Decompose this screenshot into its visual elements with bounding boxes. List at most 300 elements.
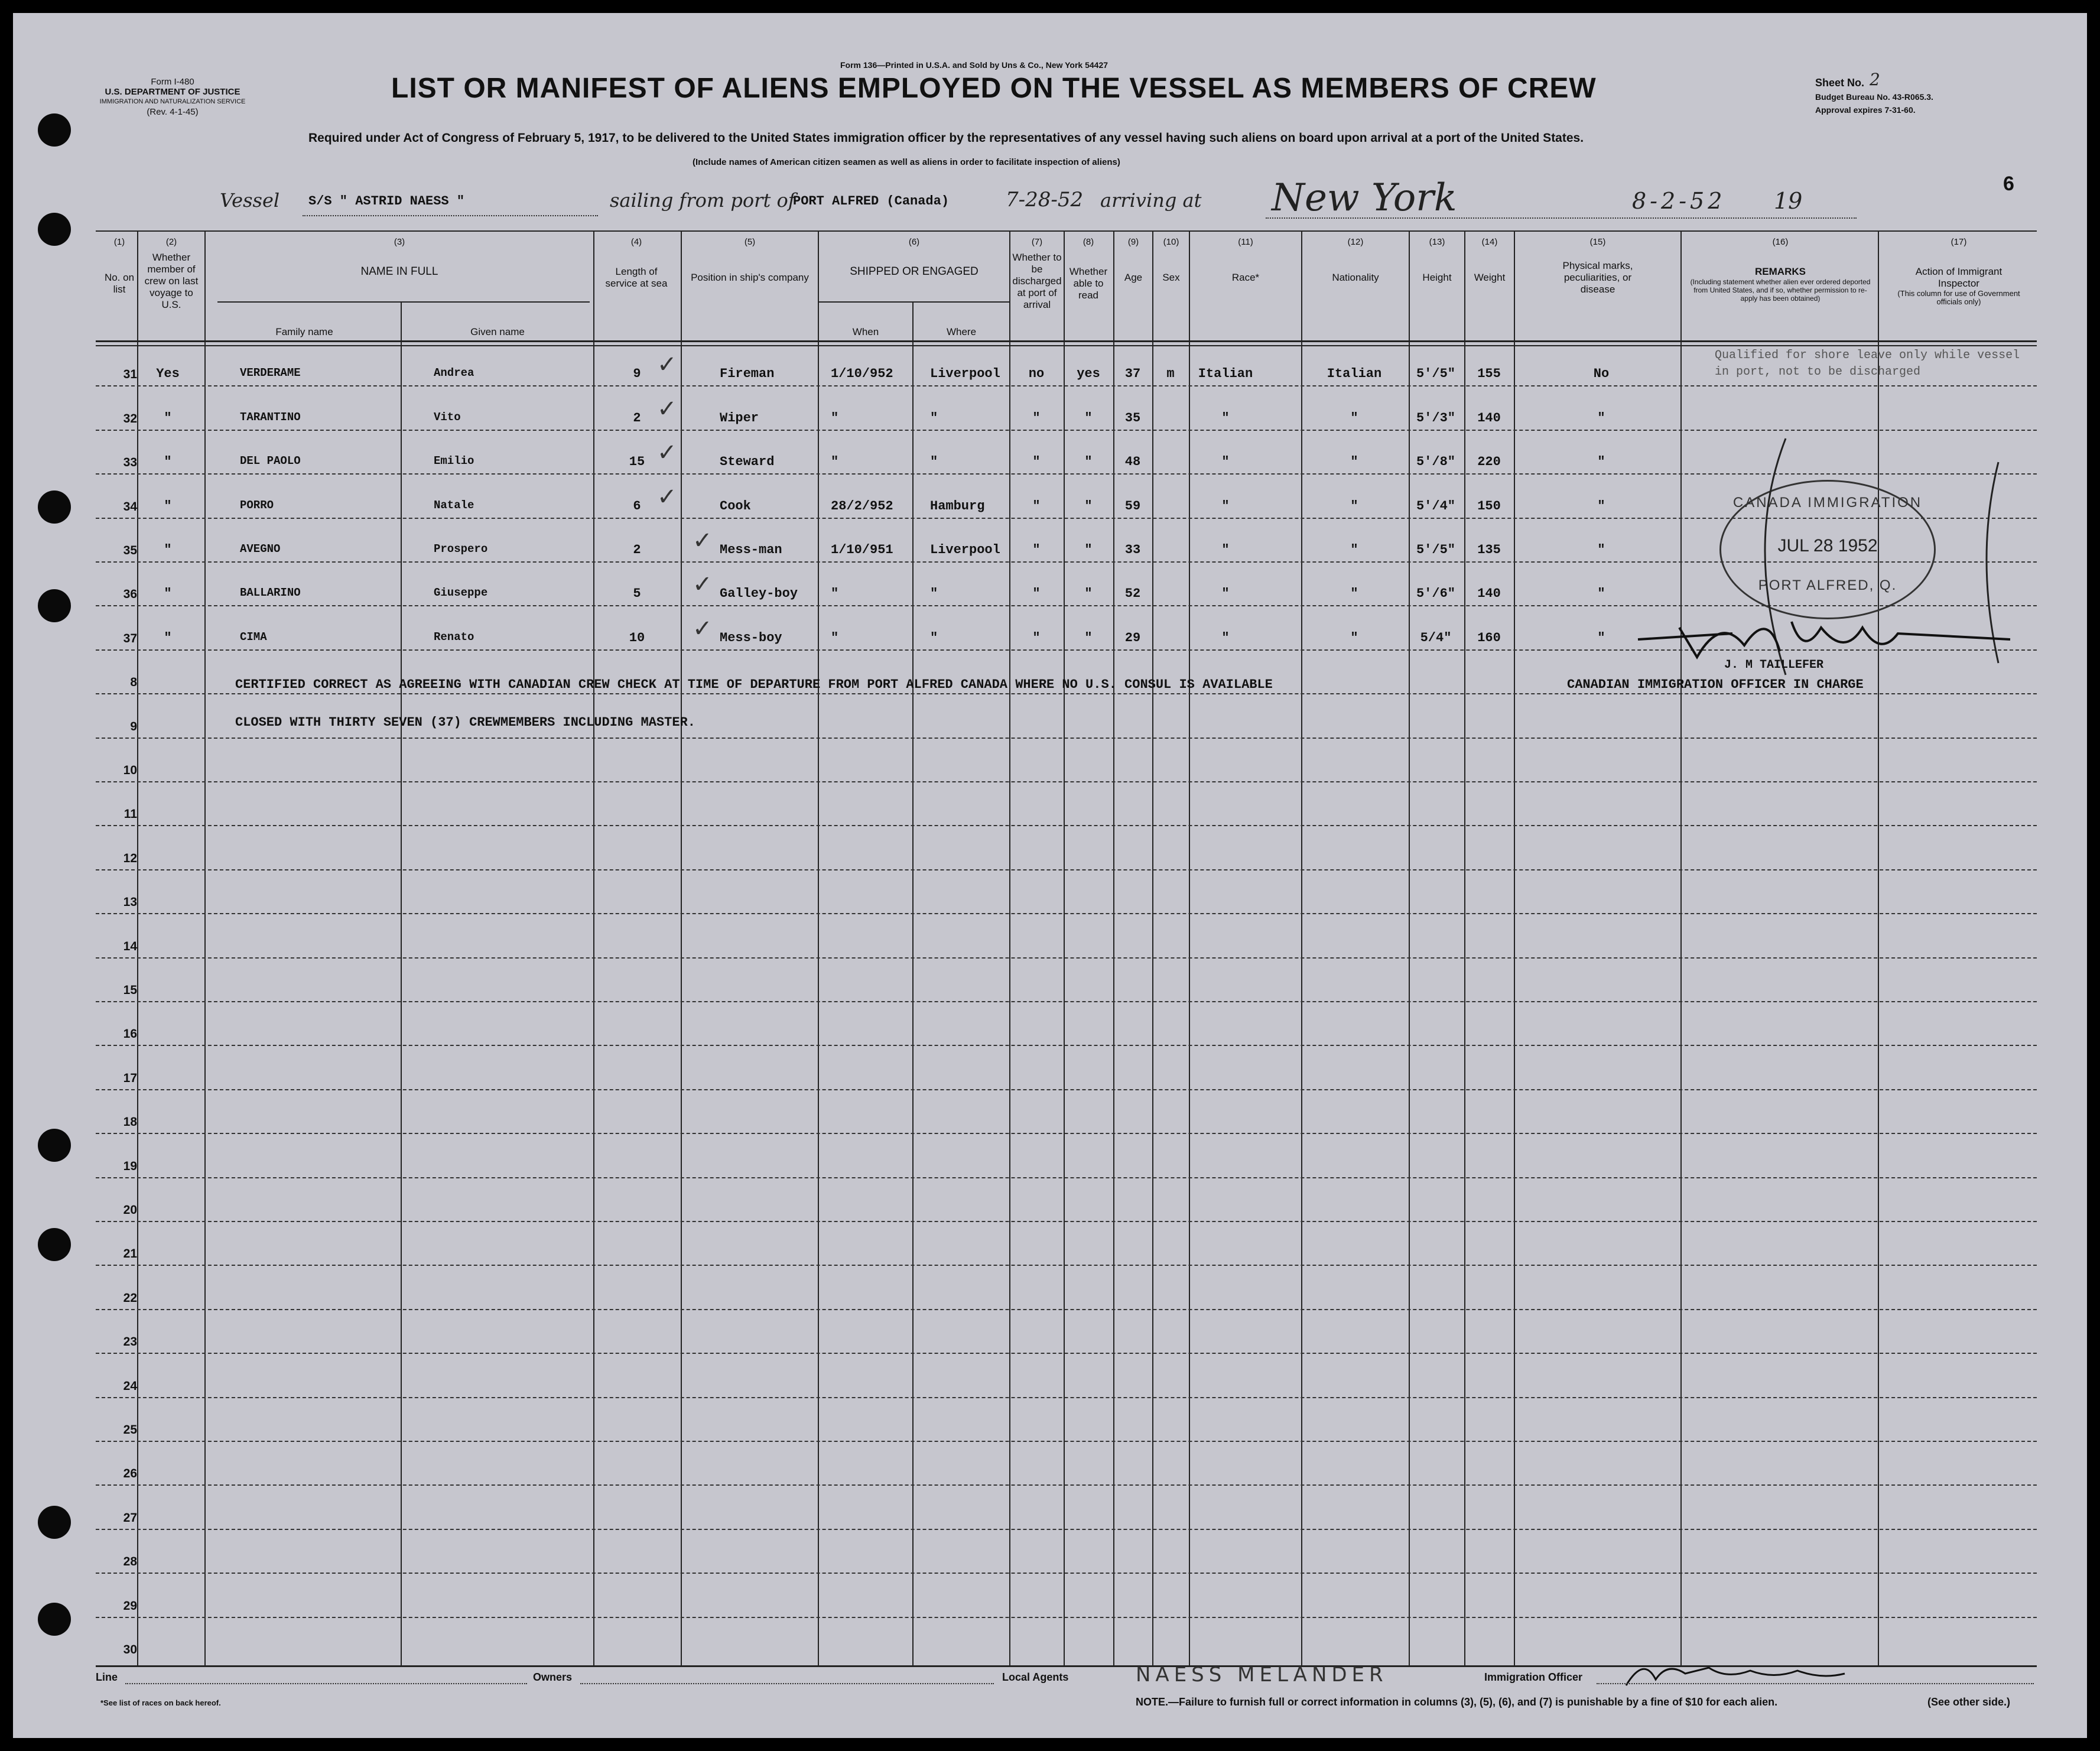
line-number: 16: [123, 1027, 137, 1041]
cell-height: 5'/6": [1416, 586, 1455, 602]
line-number: 8: [130, 675, 137, 690]
vessel-label: Vessel: [220, 189, 280, 212]
punch-hole: [38, 113, 71, 147]
col-rule: [1189, 230, 1190, 1666]
col1-header: [102, 236, 137, 295]
col17-num: (17): [1951, 237, 1967, 247]
line-number: 24: [123, 1379, 137, 1393]
col2-label: Whether member of crew on last voyage to U.S.: [144, 252, 199, 310]
cell-read: ": [1084, 498, 1093, 514]
arriving-label: arriving at: [1100, 189, 1202, 212]
punch-hole: [38, 213, 71, 246]
line-number: 19: [123, 1159, 137, 1173]
arriving-time: 19: [1774, 188, 1803, 214]
col17-header: [1880, 236, 2037, 306]
cell-discharged: ": [1032, 498, 1041, 514]
footer-owners-label: Owners: [533, 1671, 573, 1683]
cell-when: 28/2/952: [831, 498, 893, 514]
col8-label: Whether able to read: [1069, 266, 1108, 301]
punch-hole: [38, 1129, 71, 1162]
cell-when: ": [831, 586, 839, 602]
cell-height: 5'/8": [1416, 454, 1455, 470]
check-mark-icon: ✓: [693, 527, 713, 554]
check-mark-icon: ✓: [657, 351, 677, 379]
row-rule: [96, 1484, 2037, 1486]
line-number: 18: [123, 1115, 137, 1129]
table-header-rule-2: [96, 345, 2037, 346]
col10-num: (10): [1163, 237, 1179, 247]
line-number: 25: [123, 1423, 137, 1437]
cell-age: 37: [1124, 366, 1141, 382]
cell-family: PORRO: [240, 498, 274, 512]
col2-num: (2): [165, 237, 177, 247]
cell-nationality: ": [1350, 498, 1358, 514]
col3-label: NAME IN FULL: [360, 265, 438, 278]
cell-nationality: ": [1350, 542, 1358, 557]
cell-weight: 135: [1477, 542, 1501, 557]
col7-header: [1012, 236, 1062, 311]
cell-service: 2: [633, 542, 641, 557]
col12-header: [1302, 236, 1409, 284]
col-rule: [818, 230, 819, 1666]
cell-age: 48: [1124, 454, 1141, 470]
col13-num: (13): [1429, 237, 1445, 247]
col5-num: (5): [744, 237, 756, 247]
officer-signature: [1626, 604, 2028, 675]
punch-hole: [38, 1603, 71, 1636]
cell-marks: ": [1597, 542, 1605, 557]
col2-header: [139, 236, 203, 311]
arriving-port: New York: [1272, 176, 1457, 220]
col16-header: [1685, 236, 1875, 303]
cell-when: 1/10/952: [831, 366, 893, 382]
row-rule: [96, 1133, 2037, 1134]
cell-weight: 140: [1477, 586, 1501, 602]
cell-last-voyage: Yes: [156, 366, 180, 382]
service-name: IMMIGRATION AND NATURALIZATION SERVICE: [99, 98, 246, 105]
line-number: 10: [123, 764, 137, 777]
line-number: 13: [123, 895, 137, 909]
col-rule: [912, 303, 914, 1666]
form-id-block: [72, 77, 273, 117]
cell-read: ": [1084, 410, 1093, 425]
cell-position: Galley-boy: [720, 586, 798, 602]
cell-where: Liverpool: [930, 542, 1000, 557]
col14-num: (14): [1481, 237, 1498, 247]
row-rule: [96, 781, 2037, 782]
sheet-value: 2: [1870, 70, 1880, 89]
row-rule: [96, 1353, 2037, 1354]
cell-height: 5'/5": [1416, 366, 1455, 382]
cell-service: 10: [629, 630, 645, 645]
row-rule: [96, 869, 2037, 870]
col15-num: (15): [1589, 237, 1606, 247]
col6-where: Where: [946, 326, 977, 337]
arriving-date: 8-2-52: [1632, 188, 1726, 214]
cell-race: ": [1221, 630, 1230, 645]
col15-header: [1517, 236, 1678, 295]
col6-header: [819, 236, 1009, 278]
cell-age: 52: [1124, 586, 1141, 602]
col9-header: [1114, 236, 1152, 284]
approval-expiry: Approval expires 7-31-60.: [1815, 105, 1916, 115]
col4-header: [604, 236, 669, 290]
cell-age: 35: [1124, 410, 1141, 425]
punch-hole: [38, 589, 71, 622]
footer-agents-value: NAESS MELANDER: [1136, 1663, 1388, 1687]
row-rule: [96, 693, 2037, 694]
page-title: LIST OR MANIFEST OF ALIENS EMPLOYED ON THE VESSEL AS MEMBERS OF CREW: [391, 73, 1597, 104]
fine-note: NOTE.—Failure to furnish full or correct information in columns (3), (5), (6), and (7) is punishable by a fine of $10 for each alien.: [1136, 1696, 1778, 1708]
see-other-side: (See other side.): [1927, 1696, 2011, 1708]
subheader-rule: [217, 301, 590, 303]
col-rule: [1113, 230, 1114, 1666]
cell-given: Prospero: [434, 542, 488, 555]
line-number: 17: [123, 1071, 137, 1085]
vessel-value: S/S " ASTRID NAESS ": [308, 194, 465, 209]
col16-num: (16): [1772, 237, 1789, 247]
stamp-date: JUL 28 1952: [1777, 536, 1878, 555]
row-rule: [96, 1089, 2037, 1090]
line-number: 35: [123, 544, 137, 557]
budget-number: Budget Bureau No. 43-R065.3.: [1815, 92, 1933, 102]
cell-last-voyage: ": [164, 410, 172, 425]
cell-discharged: ": [1032, 630, 1041, 645]
col1-num: (1): [113, 237, 125, 247]
line-number: 26: [123, 1467, 137, 1481]
cell-height: 5/4": [1420, 630, 1452, 645]
col-rule: [1514, 230, 1515, 1666]
col16-sub: (Including statement whether alien ever ordered deported from United States, and if so, whether permission to re-apply has been obtained): [1690, 278, 1871, 303]
cell-race: ": [1221, 410, 1230, 425]
col-rule: [204, 230, 206, 1666]
cell-family: CIMA: [240, 630, 267, 644]
cell-given: Renato: [434, 630, 474, 644]
cell-marks: ": [1597, 630, 1605, 645]
col8-num: (8): [1082, 237, 1094, 247]
col12-label: Nationality: [1332, 272, 1379, 283]
col11-header: [1190, 236, 1301, 284]
col9-label: Age: [1124, 272, 1143, 283]
sailing-port: PORT ALFRED (Canada): [793, 194, 950, 209]
row-rule: [96, 1529, 2037, 1530]
cell-race: Italian: [1198, 366, 1253, 382]
col14-label: Weight: [1474, 272, 1506, 283]
col5-header: [687, 236, 813, 284]
line-number: 23: [123, 1335, 137, 1349]
col13-header: [1410, 236, 1464, 284]
col12-num: (12): [1347, 237, 1364, 247]
col6-label: SHIPPED OR ENGAGED: [850, 265, 979, 278]
cell-position: Wiper: [720, 410, 759, 425]
cell-sex: m: [1166, 366, 1175, 382]
cell-race: ": [1221, 542, 1230, 557]
line-number: 36: [123, 587, 137, 602]
cell-position: Mess-man: [720, 542, 782, 557]
officer-name: J. M TAILLEFER: [1724, 658, 1824, 672]
cell-given: Giuseppe: [434, 586, 488, 600]
line-number: 15: [123, 983, 137, 997]
cell-nationality: ": [1350, 410, 1358, 425]
row-rule: [96, 1265, 2037, 1266]
row-rule: [96, 1045, 2037, 1046]
row-rule: [96, 1309, 2037, 1310]
cell-given: Emilio: [434, 454, 474, 468]
cell-weight: 160: [1477, 630, 1501, 645]
check-mark-icon: ✓: [657, 439, 677, 467]
col-rule: [1680, 230, 1682, 1666]
manifest-sheet: [13, 13, 2087, 1738]
line-number: 28: [123, 1555, 137, 1569]
col16-label: REMARKS: [1755, 266, 1806, 277]
cell-marks: ": [1597, 586, 1605, 602]
races-note: *See list of races on back hereof.: [100, 1698, 221, 1707]
punch-hole: [38, 1506, 71, 1539]
col3-given: Given name: [470, 326, 525, 337]
cell-last-voyage: ": [164, 542, 172, 557]
col7-label: Whether to be discharged at port of arrival: [1012, 252, 1062, 310]
stamp-line1: CANADA IMMIGRATION: [1732, 495, 1923, 511]
cell-nationality: ": [1350, 586, 1358, 602]
cell-service: 9: [633, 366, 641, 382]
cell-where: Liverpool: [930, 366, 1000, 382]
col-rule: [1464, 230, 1465, 1666]
col5-label: Position in ship's company: [691, 272, 809, 283]
check-mark-icon: ✓: [657, 483, 677, 511]
line-number: 37: [123, 631, 137, 645]
col-rule: [681, 230, 682, 1666]
cell-race: ": [1221, 454, 1230, 470]
table-header-rule: [96, 340, 2037, 342]
cell-where: Hamburg: [930, 498, 985, 514]
cell-age: 29: [1124, 630, 1141, 645]
cell-discharged: ": [1032, 586, 1041, 602]
row-rule: [96, 1573, 2037, 1574]
row-rule: [96, 825, 2037, 826]
footer-dots: [125, 1683, 527, 1684]
cell-weight: 150: [1477, 498, 1501, 514]
line-number: 33: [123, 456, 137, 470]
col14-header: [1465, 236, 1514, 284]
punch-hole: [38, 490, 71, 524]
cell-marks: ": [1597, 410, 1605, 425]
col9-num: (9): [1127, 237, 1139, 247]
col-rule: [137, 230, 138, 1666]
cell-last-voyage: ": [164, 586, 172, 602]
certification-line1: CERTIFIED CORRECT AS AGREEING WITH CANADIAN CREW CHECK AT TIME OF DEPARTURE FROM PORT ALFRED CANADA WHERE NO U.S. CONSUL IS AVAILABLE: [235, 677, 1273, 692]
cell-where: ": [930, 586, 938, 602]
cell-last-voyage: ": [164, 630, 172, 645]
cell-when: ": [831, 630, 839, 645]
col10-header: [1153, 236, 1189, 284]
line-number: 34: [123, 499, 137, 514]
cell-weight: 140: [1477, 410, 1501, 425]
col8-header: [1065, 236, 1112, 301]
cell-where: ": [930, 410, 938, 425]
line-number: 32: [123, 411, 137, 425]
col-rule: [401, 303, 402, 1666]
col11-label: Race*: [1231, 272, 1260, 283]
vessel-underline: [303, 215, 598, 217]
footer-dots: [1597, 1683, 2034, 1684]
cell-family: AVEGNO: [240, 542, 281, 555]
cell-given: Vito: [434, 410, 461, 424]
cell-position: Fireman: [720, 366, 775, 382]
row-rule: [96, 913, 2037, 914]
cell-where: ": [930, 454, 938, 470]
row-rule: [96, 430, 2037, 431]
cell-read: ": [1084, 630, 1093, 645]
cell-when: ": [831, 454, 839, 470]
cell-service: 15: [629, 454, 645, 470]
cell-read: yes: [1077, 366, 1100, 382]
cell-when: 1/10/951: [831, 542, 893, 557]
line-number: 29: [123, 1599, 137, 1613]
check-mark-icon: ✓: [693, 615, 713, 642]
certification-line2: CLOSED WITH THIRTY SEVEN (37) CREWMEMBERS INCLUDING MASTER.: [235, 715, 695, 730]
table-top-rule: [96, 230, 2037, 232]
sheet-label: Sheet No.: [1815, 77, 1865, 89]
row-rule: [96, 1617, 2037, 1618]
line-number: 14: [123, 939, 137, 953]
cell-family: TARANTINO: [240, 410, 301, 424]
line-number: 30: [123, 1643, 137, 1656]
cell-position: Cook: [720, 498, 751, 514]
row-rule: [96, 1001, 2037, 1002]
col1-label: No. on list: [104, 272, 135, 295]
cell-where: ": [930, 630, 938, 645]
footer-line-label: Line: [96, 1671, 118, 1683]
cell-last-voyage: ": [164, 498, 172, 514]
cell-race: ": [1221, 586, 1230, 602]
col10-label: Sex: [1162, 272, 1180, 283]
cell-family: BALLARINO: [240, 586, 301, 600]
cell-height: 5'/3": [1416, 410, 1455, 425]
cell-read: ": [1084, 586, 1093, 602]
line-number: 12: [123, 851, 137, 865]
check-mark-icon: ✓: [657, 395, 677, 423]
line-number: 22: [123, 1291, 137, 1305]
cell-last-voyage: ": [164, 454, 172, 470]
line-number: 9: [130, 719, 137, 733]
punch-hole: [38, 1228, 71, 1261]
col6-num: (6): [908, 237, 920, 247]
row-rule: [96, 1221, 2037, 1222]
row-rule: [96, 1441, 2037, 1442]
cell-read: ": [1084, 454, 1093, 470]
footer-dots: [580, 1683, 994, 1684]
cell-weight: 220: [1477, 454, 1501, 470]
cell-nationality: ": [1350, 630, 1358, 645]
cell-given: Andrea: [434, 366, 474, 380]
cell-service: 5: [633, 586, 641, 602]
remarks-row31: Qualified for shore leave only while vessel in port, not to be discharged: [1715, 349, 2020, 379]
cell-age: 33: [1124, 542, 1141, 557]
cell-family: DEL PAOLO: [240, 454, 301, 468]
cell-age: 59: [1124, 498, 1141, 514]
col4-num: (4): [630, 237, 642, 247]
cell-discharged: ": [1032, 454, 1041, 470]
cell-service: 2: [633, 410, 641, 425]
cell-nationality: Italian: [1327, 366, 1382, 382]
cell-when: ": [831, 410, 839, 425]
printer-line: Form 136—Printed in U.S.A. and Sold by Uns & Co., New York 54427: [840, 60, 1108, 70]
col15-label: Physical marks, peculiarities, or disease: [1562, 260, 1633, 295]
cell-discharged: ": [1032, 410, 1041, 425]
col-rule: [1064, 230, 1065, 1666]
form-rev: (Rev. 4-1-45): [147, 107, 199, 117]
required-statement: Required under Act of Congress of February 5, 1917, to be delivered to the United States immigration officer by the representatives of any vessel having such aliens on board upon arrival at a port of the United States.: [308, 131, 1584, 145]
cell-marks: ": [1597, 498, 1605, 514]
cell-read: ": [1084, 542, 1093, 557]
col-rule: [1152, 230, 1153, 1666]
row-rule: [96, 385, 2037, 386]
cell-given: Natale: [434, 498, 474, 512]
cell-nationality: ": [1350, 454, 1358, 470]
include-note: (Include names of American citizen seamen as well as aliens in order to facilitate inspection of aliens): [693, 157, 1120, 167]
cell-height: 5'/4": [1416, 498, 1455, 514]
col17-label: Action of Immigrant Inspector: [1915, 266, 2003, 289]
cell-service: 6: [633, 498, 641, 514]
col3-num: (3): [394, 237, 405, 247]
sailing-label: sailing from port of: [610, 189, 795, 212]
line-number: 20: [123, 1203, 137, 1217]
row-rule: [96, 738, 2037, 739]
row-rule: [96, 957, 2037, 959]
col-rule: [593, 230, 594, 1666]
row-rule: [96, 1397, 2037, 1398]
footer-officer-label: Immigration Officer: [1484, 1671, 1583, 1683]
footer-agents-label: Local Agents: [1002, 1671, 1069, 1683]
arriving-underline: [1266, 217, 1857, 220]
dept-name: U.S. DEPARTMENT OF JUSTICE: [105, 87, 240, 97]
col13-label: Height: [1422, 272, 1452, 283]
col3-family: Family name: [275, 326, 333, 337]
cell-position: Mess-boy: [720, 630, 782, 645]
form-id: Form I-480: [151, 77, 194, 87]
officer-title: CANADIAN IMMIGRATION OFFICER IN CHARGE: [1567, 677, 1864, 692]
cell-marks: ": [1597, 454, 1605, 470]
col-rule: [1009, 230, 1010, 1666]
cell-discharged: no: [1028, 366, 1045, 382]
col-rule: [1301, 230, 1302, 1666]
cell-family: VERDERAME: [240, 366, 301, 380]
check-mark-icon: ✓: [693, 571, 713, 599]
row-rule: [96, 473, 2037, 475]
cell-position: Steward: [720, 454, 775, 470]
subheader-rule: [818, 301, 1009, 303]
cell-weight: 155: [1477, 366, 1501, 382]
sailing-date: 7-28-52: [1006, 188, 1084, 212]
page-mark: 6: [2003, 173, 2014, 195]
line-number: 27: [123, 1510, 137, 1525]
stamp-line2: PORT ALFRED, Q.: [1758, 577, 1897, 593]
col6-when: When: [852, 326, 879, 337]
line-number: 11: [123, 807, 137, 821]
col17-sub: (This column for use of Government officials only): [1897, 289, 2020, 306]
col7-num: (7): [1031, 237, 1043, 247]
col3-header: [206, 236, 593, 278]
col-rule: [1409, 230, 1410, 1666]
cell-height: 5'/5": [1416, 542, 1455, 557]
cell-race: ": [1221, 498, 1230, 514]
col11-num: (11): [1238, 237, 1253, 247]
line-number: 31: [123, 368, 137, 382]
immigration-officer-signature: [1620, 1656, 1868, 1691]
cell-marks: No: [1593, 366, 1610, 382]
row-rule: [96, 1177, 2037, 1178]
line-number: 21: [123, 1247, 137, 1261]
